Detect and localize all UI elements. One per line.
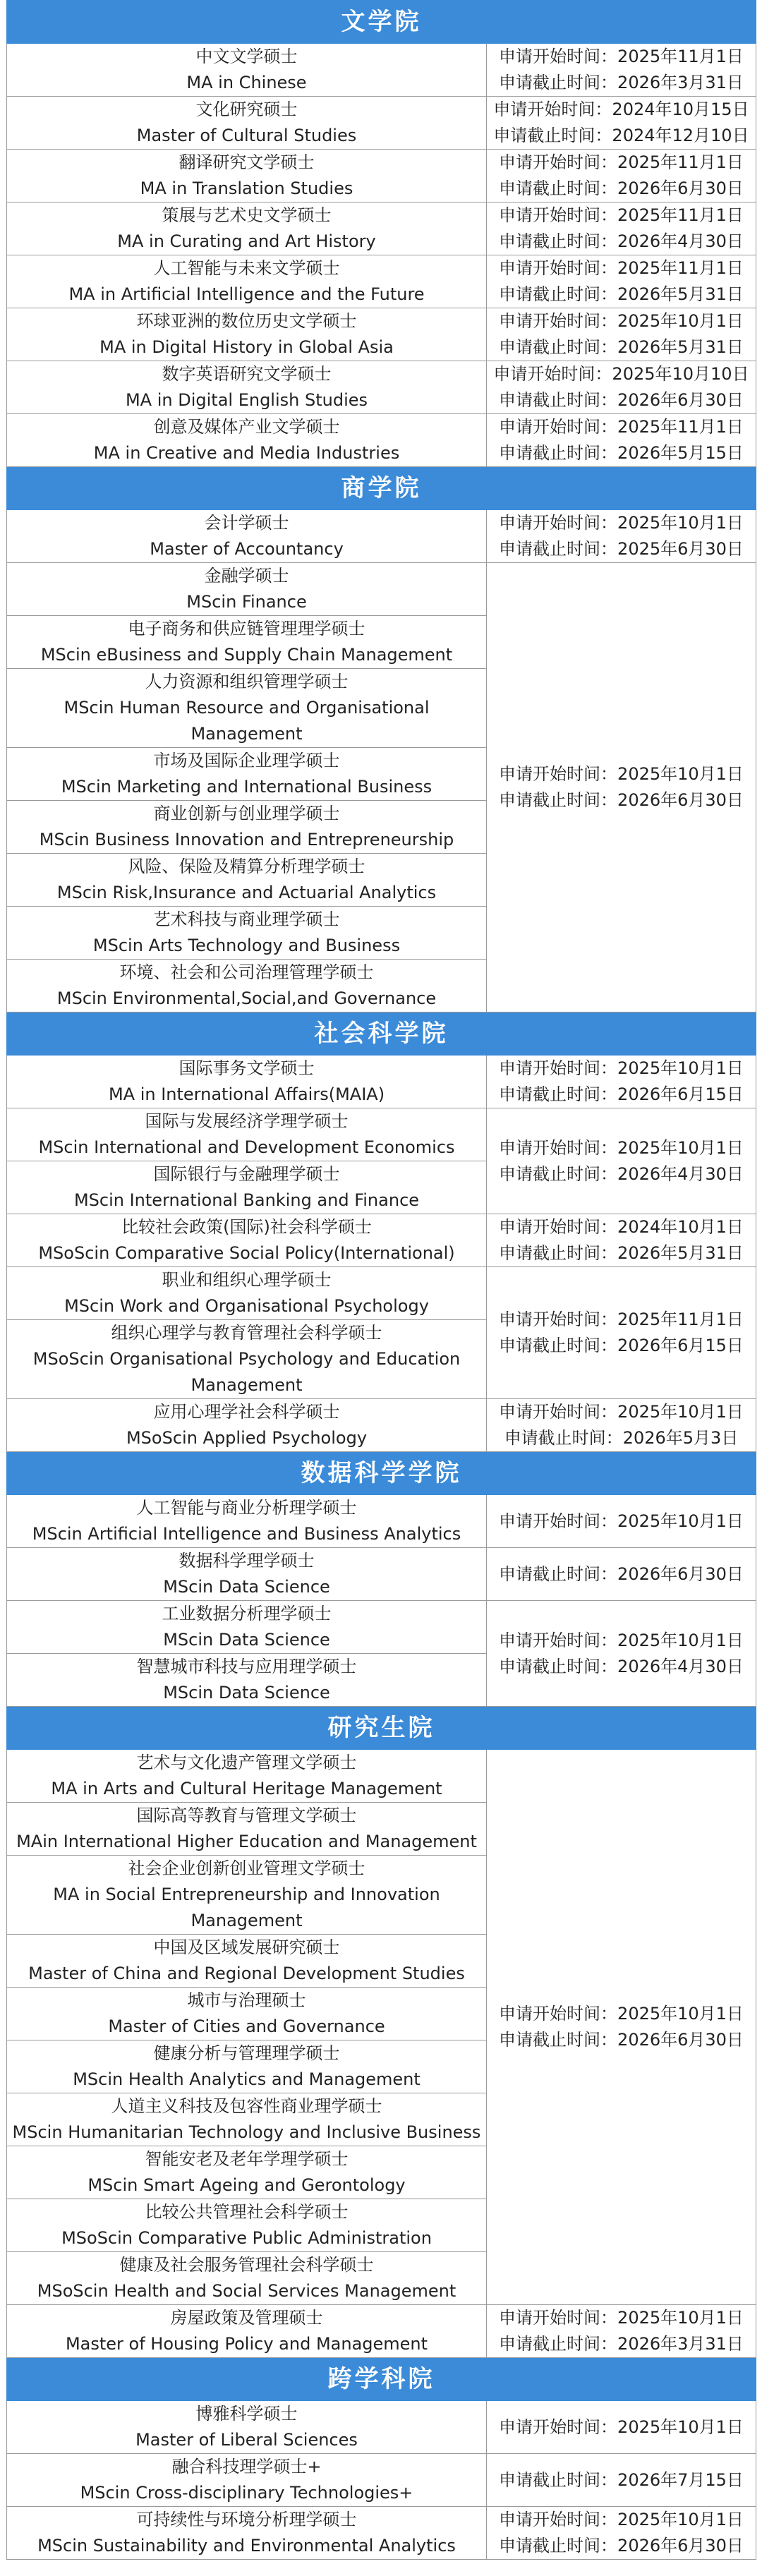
start-date: 申请开始时间：2025年10月1日: [499, 1511, 744, 1531]
start-date: 申请开始时间：2025年11月1日: [499, 152, 744, 172]
program-en: MA in Digital History in Global Asia: [99, 337, 394, 357]
end-date: 申请截止时间：2026年6月30日: [499, 179, 744, 198]
program-cn: 组织心理学与教育管理社会科学硕士: [111, 1323, 382, 1343]
date-cell: [487, 255, 756, 308]
program-en: MA in Social Entrepreneurship and Innovation Management: [53, 1885, 440, 1930]
table-row: [7, 1399, 756, 1452]
program-en: MSoScin Organisational Psychology and Education Management: [32, 1349, 461, 1395]
program-en: MA in Translation Studies: [140, 179, 353, 198]
start-date: 申请开始时间：2025年11月1日: [499, 258, 744, 278]
program-cn: 博雅科学硕士: [195, 2404, 298, 2424]
program-cell: [7, 414, 487, 467]
program-en: MSoScin Comparative Social Policy(International): [38, 1243, 455, 1263]
program-cn: 比较公共管理社会科学硕士: [145, 2202, 349, 2222]
program-cn: 人道主义科技及包容性商业理学硕士: [111, 2096, 382, 2116]
table-row: [7, 2401, 756, 2454]
program-cell: [7, 1750, 487, 1803]
start-date: 申请开始时间：2025年10月1日: [499, 2417, 744, 2437]
section-header-business: 商学院: [7, 467, 756, 510]
end-date: 申请截止时间：2026年6月30日: [499, 2536, 744, 2556]
program-cn: 国际高等教育与管理文学硕士: [136, 1806, 357, 1825]
program-cell: [7, 1056, 487, 1108]
program-en: MSoScin Comparative Public Administration: [61, 2228, 432, 2248]
start-date: 申请开始时间：2025年10月1日: [499, 2510, 744, 2529]
end-date: 申请截止时间：2026年6月30日: [499, 1564, 744, 1584]
program-en: MA in Creative and Media Industries: [93, 443, 400, 463]
start-date: 申请开始时间：2024年10月15日: [493, 99, 749, 119]
program-en: MScin Human Resource and Organisational Management: [64, 698, 430, 744]
program-cn: 城市与治理硕士: [187, 1990, 306, 2010]
program-cn: 商业创新与创业理学硕士: [153, 804, 340, 823]
end-date: 申请截止时间：2026年5月31日: [499, 337, 744, 357]
program-cn: 可持续性与环境分析理学硕士: [136, 2510, 357, 2529]
program-en: Master of Accountancy: [150, 539, 344, 559]
start-date: 申请开始时间：2025年10月10日: [493, 364, 749, 384]
program-cn: 策展与艺术史文学硕士: [162, 205, 332, 225]
program-en: Master of Cities and Governance: [108, 2016, 385, 2036]
table-row: [7, 308, 756, 361]
program-cn: 智慧城市科技与应用理学硕士: [136, 1657, 357, 1676]
date-cell: [487, 2454, 756, 2507]
program-cn: 国际与发展经济学理学硕士: [145, 1111, 349, 1131]
start-date: 申请开始时间：2025年11月1日: [499, 417, 744, 437]
program-cn: 国际事务文学硕士: [179, 1058, 315, 1078]
end-date: 申请截止时间：2026年4月30日: [499, 1656, 744, 1676]
program-en: MSoScin Applied Psychology: [126, 1428, 368, 1448]
program-cell: [7, 308, 487, 361]
end-date: 申请截止时间：2026年6月30日: [499, 390, 744, 410]
program-en: Master of Cultural Studies: [136, 126, 357, 145]
program-cn: 艺术与文化遗产管理文学硕士: [136, 1753, 357, 1772]
date-cell-merged: [487, 563, 756, 1012]
program-cell: [7, 1548, 487, 1601]
program-cn: 数字英语研究文学硕士: [162, 364, 332, 384]
end-date: 申请截止时间：2026年6月15日: [499, 1084, 744, 1104]
program-cell: [7, 1856, 487, 1935]
program-en: MScin Health Analytics and Management: [73, 2069, 421, 2089]
program-en: MScin International and Development Economics: [38, 1137, 455, 1157]
end-date: 申请截止时间：2026年6月30日: [499, 790, 744, 810]
start-date: 申请开始时间：2025年10月1日: [499, 1058, 744, 1078]
program-cell: [7, 1988, 487, 2040]
program-cell: [7, 1654, 487, 1707]
program-cell: [7, 361, 487, 414]
end-date: 申请截止时间：2026年5月15日: [499, 443, 744, 463]
date-cell: [487, 2507, 756, 2560]
program-cn: 应用心理学社会科学硕士: [153, 1402, 340, 1422]
program-en: MA in Curating and Art History: [117, 231, 376, 251]
program-en: MScin Data Science: [163, 1683, 330, 1703]
program-cell: [7, 1108, 487, 1161]
program-cn: 市场及国际企业理学硕士: [153, 751, 340, 770]
programs-table: [6, 0, 756, 2560]
program-cell: [7, 2507, 487, 2560]
program-en: MScin Arts Technology and Business: [92, 936, 401, 955]
program-cell: [7, 1320, 487, 1399]
start-date: 申请开始时间：2025年10月1日: [499, 2308, 744, 2328]
table-row: [7, 563, 756, 616]
program-en: MA in Chinese: [186, 73, 307, 92]
table-row: [7, 202, 756, 255]
table-row: [7, 361, 756, 414]
program-en: MA in Digital English Studies: [125, 390, 368, 410]
program-en: MScin Sustainability and Environmental Analytics: [37, 2536, 456, 2556]
program-en: MScin Environmental,Social,and Governance: [56, 988, 437, 1008]
table-row: [7, 2507, 756, 2560]
date-cell: [487, 361, 756, 414]
program-cell: [7, 854, 487, 907]
end-date: 申请截止时间：2026年3月31日: [499, 73, 744, 92]
program-cn: 翻译研究文学硕士: [179, 152, 315, 172]
program-cn: 人力资源和组织管理学硕士: [145, 672, 349, 691]
date-cell: [487, 1399, 756, 1452]
date-cell: [487, 308, 756, 361]
program-cn: 健康及社会服务管理社会科学硕士: [119, 2255, 374, 2275]
table-row: [7, 255, 756, 308]
end-date: 申请截止时间：2026年6月15日: [499, 1336, 744, 1355]
date-cell: [487, 2305, 756, 2358]
date-cell: [487, 150, 756, 202]
start-date: 申请开始时间：2025年11月1日: [499, 47, 744, 66]
start-date: 申请开始时间：2025年10月1日: [499, 1402, 744, 1422]
program-cell: [7, 2093, 487, 2146]
program-cell: [7, 1935, 487, 1988]
date-cell: [487, 1214, 756, 1267]
table-row: [7, 1495, 756, 1548]
program-cell: [7, 801, 487, 854]
program-en: MScin Marketing and International Business: [61, 777, 433, 797]
program-cn: 职业和组织心理学硕士: [162, 1270, 332, 1290]
table-row: [7, 2305, 756, 2358]
program-en: MScin Data Science: [163, 1630, 330, 1650]
start-date: 申请开始时间：2025年11月1日: [499, 205, 744, 225]
program-cn: 人工智能与商业分析理学硕士: [136, 1498, 357, 1518]
program-en: MScin Finance: [186, 592, 307, 612]
table-row: [7, 2454, 756, 2507]
end-date: 申请截止时间：2026年5月3日: [504, 1428, 739, 1448]
table-row: [7, 510, 756, 563]
program-cn: 电子商务和供应链管理理学硕士: [128, 619, 365, 639]
start-date: 申请开始时间：2025年10月1日: [499, 1630, 744, 1650]
program-en: MA in Arts and Cultural Heritage Management: [51, 1779, 442, 1798]
program-cn: 中文文学硕士: [195, 47, 298, 66]
start-date: 申请开始时间：2025年10月1日: [499, 764, 744, 784]
program-cell: [7, 1803, 487, 1856]
start-date: 申请开始时间：2025年10月1日: [499, 2004, 744, 2024]
program-cn: 数据科学理学硕士: [179, 1551, 315, 1571]
program-en: MScin Work and Organisational Psychology: [64, 1296, 429, 1316]
program-en: MScin eBusiness and Supply Chain Management: [40, 645, 453, 665]
program-en: MScin Humanitarian Technology and Inclusive Business: [12, 2122, 481, 2142]
program-en: MSoScin Health and Social Services Management: [37, 2281, 456, 2301]
program-cn: 创意及媒体产业文学硕士: [153, 417, 340, 437]
date-cell: [487, 2401, 756, 2454]
program-cell: [7, 748, 487, 801]
table-row: [7, 414, 756, 467]
program-cell: [7, 2401, 487, 2454]
program-cn: 会计学硕士: [204, 513, 289, 533]
program-cell: [7, 1214, 487, 1267]
date-cell: [487, 414, 756, 467]
program-cn: 房屋政策及管理硕士: [170, 2308, 323, 2328]
program-cn: 智能安老及老年学理学硕士: [145, 2149, 349, 2169]
program-cell: [7, 2040, 487, 2093]
table-row: [7, 97, 756, 150]
date-cell: [487, 44, 756, 97]
program-en: Master of Liberal Sciences: [135, 2430, 358, 2450]
program-cn: 人工智能与未来文学硕士: [153, 258, 340, 278]
program-cell: [7, 907, 487, 960]
end-date: 申请截止时间：2026年6月30日: [499, 2030, 744, 2050]
program-en: Master of China and Regional Development Studies: [28, 1964, 465, 1983]
program-cell: [7, 150, 487, 202]
program-en: MA in International Affairs(MAIA): [108, 1084, 385, 1104]
table-row: [7, 1214, 756, 1267]
date-cell-merged: [487, 1601, 756, 1707]
program-en: MScin Risk,Insurance and Actuarial Analytics: [56, 883, 437, 902]
start-date: 申请开始时间：2025年10月1日: [499, 1137, 744, 1158]
end-date: 申请截止时间：2026年7月15日: [499, 2469, 744, 2490]
program-cell: [7, 1267, 487, 1320]
program-cn: 健康分析与管理理学硕士: [153, 2043, 340, 2063]
program-en: MAin International Higher Education and Management: [16, 1832, 477, 1851]
program-cell: [7, 2146, 487, 2199]
end-date: 申请截止时间：2025年6月30日: [499, 539, 744, 559]
program-cell: [7, 97, 487, 150]
table-row: [7, 1056, 756, 1108]
start-date: 申请开始时间：2025年10月1日: [499, 513, 744, 533]
program-cell: [7, 1399, 487, 1452]
program-cell: [7, 563, 487, 616]
program-cell: [7, 1601, 487, 1654]
program-cell: [7, 2454, 487, 2507]
program-cn: 中国及区域发展研究硕士: [153, 1937, 340, 1957]
program-cn: 融合科技理学硕士+: [171, 2457, 322, 2477]
program-cell: [7, 1161, 487, 1214]
date-cell-merged: [487, 1267, 756, 1399]
program-cell: [7, 202, 487, 255]
program-cn: 艺术科技与商业理学硕士: [153, 909, 340, 929]
program-cell: [7, 2252, 487, 2305]
date-cell: [487, 97, 756, 150]
program-cn: 环境、社会和公司治理管理学硕士: [119, 962, 374, 982]
date-cell: [487, 1548, 756, 1601]
program-cell: [7, 510, 487, 563]
table-row: [7, 1601, 756, 1654]
table-row: [7, 1267, 756, 1320]
program-cell: [7, 616, 487, 669]
end-date: 申请截止时间：2024年12月10日: [493, 126, 749, 145]
section-header-interdisciplinary: 跨学科院: [7, 2358, 756, 2401]
program-cell: [7, 255, 487, 308]
end-date: 申请截止时间：2026年4月30日: [499, 231, 744, 251]
section-header-graduate-school: 研究生院: [7, 1707, 756, 1750]
end-date: 申请截止时间：2026年5月31日: [499, 1243, 744, 1263]
program-en: MScin Cross-disciplinary Technologies+: [80, 2483, 413, 2503]
date-cell: [487, 510, 756, 563]
program-cn: 金融学硕士: [204, 566, 289, 586]
program-cn: 工业数据分析理学硕士: [162, 1604, 332, 1623]
end-date: 申请截止时间：2026年5月31日: [499, 284, 744, 304]
section-header-social-sciences: 社会科学院: [7, 1012, 756, 1056]
program-cell: [7, 2305, 487, 2358]
program-cn: 风险、保险及精算分析理学硕士: [128, 857, 365, 876]
date-cell-merged: [487, 1750, 756, 2305]
program-deadline-document: [6, 0, 756, 2560]
program-cell: [7, 960, 487, 1012]
table-row: [7, 1548, 756, 1601]
program-en: Master of Housing Policy and Management: [65, 2334, 428, 2354]
start-date: 申请开始时间：2024年10月1日: [499, 1217, 744, 1237]
program-en: MScin Artificial Intelligence and Business Analytics: [32, 1524, 461, 1544]
date-cell: [487, 1056, 756, 1108]
program-cell: [7, 2199, 487, 2252]
program-en: MScin Business Innovation and Entrepreneurship: [39, 830, 454, 849]
date-cell: [487, 202, 756, 255]
start-date: 申请开始时间：2025年10月1日: [499, 311, 744, 331]
program-cn: 社会企业创新创业管理文学硕士: [128, 1858, 365, 1878]
end-date: 申请截止时间：2026年4月30日: [499, 1163, 744, 1184]
start-date: 申请开始时间：2025年11月1日: [499, 1310, 744, 1329]
date-cell-merged: [487, 1108, 756, 1214]
program-cell: [7, 44, 487, 97]
section-header-data-science: 数据科学学院: [7, 1452, 756, 1495]
program-cn: 文化研究硕士: [195, 99, 298, 119]
table-row: [7, 44, 756, 97]
end-date: 申请截止时间：2026年3月31日: [499, 2334, 744, 2354]
program-en: MScin Data Science: [163, 1577, 330, 1597]
program-en: MScin International Banking and Finance: [73, 1190, 420, 1210]
section-header-arts: 文学院: [7, 1, 756, 44]
program-cell: [7, 1495, 487, 1548]
program-cn: 比较社会政策(国际)社会科学硕士: [121, 1217, 372, 1237]
table-row: [7, 150, 756, 202]
program-cell: [7, 669, 487, 748]
program-en: MA in Artificial Intelligence and the Future: [68, 284, 425, 304]
table-row: [7, 1750, 756, 1803]
table-row: [7, 1108, 756, 1161]
program-en: MScin Smart Ageing and Gerontology: [87, 2175, 406, 2195]
program-cn: 国际银行与金融理学硕士: [153, 1164, 340, 1184]
program-cn: 环球亚洲的数位历史文学硕士: [136, 311, 357, 331]
date-cell: [487, 1495, 756, 1548]
